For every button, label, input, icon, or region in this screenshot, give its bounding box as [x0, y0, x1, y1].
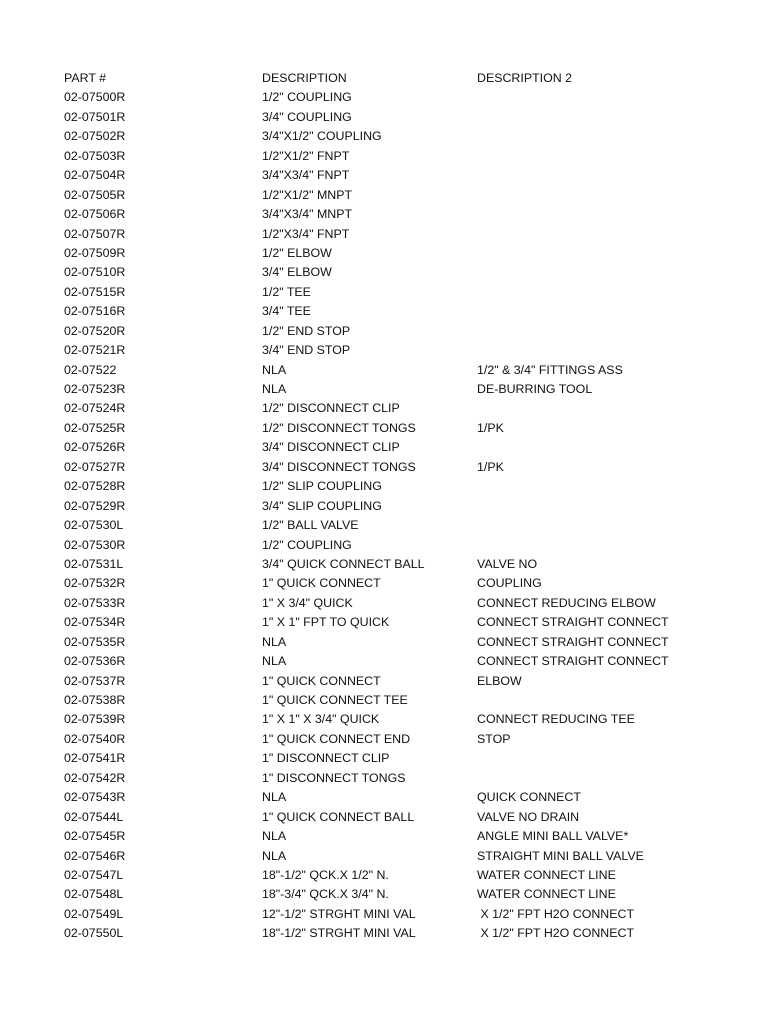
part-number-cell: 02-07515R [64, 284, 126, 299]
part-number-cell: 02-07530R [64, 537, 126, 552]
description-2-cell [477, 205, 704, 224]
part-number-cell: 02-07529R [64, 498, 126, 513]
description-cell: 1/2" COUPLING [262, 90, 352, 105]
description-2-cell [477, 244, 704, 263]
description-cell: NLA [262, 848, 287, 863]
part-number-cell: 02-07526R [64, 440, 126, 455]
part-number-cell: 02-07506R [64, 207, 126, 222]
table-row [64, 749, 704, 768]
description-cell: 1" QUICK CONNECT BALL [262, 809, 415, 824]
description-2-cell [477, 399, 704, 418]
description-cell: 3/4" ELBOW [262, 265, 332, 280]
description-cell: 1" QUICK CONNECT END [262, 731, 411, 746]
table-row [64, 438, 704, 457]
description-2-cell: ANGLE MINI BALL VALVE* [477, 829, 629, 844]
table-row [64, 127, 704, 146]
table-row [64, 633, 704, 652]
table-row [64, 594, 704, 613]
description-cell: 1/2" COUPLING [262, 537, 352, 552]
description-cell: 1" X 1" FPT TO QUICK [262, 615, 390, 630]
description-cell: 1" QUICK CONNECT [262, 576, 381, 591]
part-number-cell: 02-07530L [64, 518, 124, 533]
part-number-cell: 02-07516R [64, 304, 126, 319]
description-cell: 1/2" BALL VALVE [262, 518, 359, 533]
description-cell: NLA [262, 382, 287, 396]
description-cell: NLA [262, 790, 287, 805]
table-row [64, 477, 704, 496]
description-2-cell: CONNECT STRAIGHT CONNECT [477, 634, 669, 649]
description-2-cell [477, 438, 704, 457]
table-row [64, 652, 704, 671]
description-2-cell [477, 477, 704, 496]
description-2-cell [477, 127, 704, 146]
table-row [64, 827, 704, 846]
description-cell: 1/2"X1/2" MNPT [262, 187, 353, 202]
description-cell: 1" QUICK CONNECT [262, 673, 381, 688]
part-number-cell: 02-07544L [64, 809, 124, 824]
table-row [64, 866, 704, 885]
description-2-cell: VALVE NO [477, 556, 538, 571]
part-number-cell: 02-07524R [64, 401, 126, 416]
part-number-cell: 02-07539R [64, 712, 126, 727]
table-row [64, 710, 704, 729]
description-2-cell: CONNECT STRAIGHT CONNECT [477, 654, 669, 669]
part-number-cell: 02-07507R [64, 226, 126, 241]
part-number-cell: 02-07523R [64, 382, 126, 396]
table-row [64, 574, 704, 593]
table-row [64, 341, 704, 360]
part-number-cell: 02-07527R [64, 459, 126, 474]
part-number-cell: 02-07525R [64, 420, 126, 435]
table-row [64, 263, 704, 282]
part-number-cell: 02-07543R [64, 790, 126, 805]
part-number-cell: 02-07528R [64, 479, 126, 494]
description-cell: 1/2" DISCONNECT CLIP [262, 401, 400, 416]
table-row [64, 302, 704, 321]
description-cell: 3/4" TEE [262, 304, 311, 319]
description-2-cell [477, 263, 704, 282]
part-number-cell: 02-07540R [64, 731, 126, 746]
description-2-cell [477, 225, 704, 244]
description-cell: 1/2"X3/4" FNPT [262, 226, 350, 241]
part-number-cell: 02-07504R [64, 168, 126, 183]
description-2-cell: STOP [477, 731, 511, 746]
description-2-cell [477, 302, 704, 321]
part-number-cell: 02-07503R [64, 148, 126, 163]
table-body [64, 88, 704, 943]
header-row [64, 69, 704, 88]
table-row [64, 730, 704, 749]
table-row [64, 536, 704, 555]
table-row [64, 186, 704, 205]
description-cell: 1/2" SLIP COUPLING [262, 479, 382, 494]
table-row [64, 361, 704, 380]
part-number-cell: 02-07535R [64, 634, 126, 649]
table-row [64, 788, 704, 807]
part-number-cell: 02-07510R [64, 265, 126, 280]
description-cell: 1" X 3/4" QUICK [262, 595, 353, 610]
part-number-cell: 02-07541R [64, 751, 126, 766]
table-row [64, 516, 704, 535]
table-row [64, 497, 704, 516]
description-cell: 3/4" END STOP [262, 343, 351, 358]
description-2-cell [477, 516, 704, 535]
description-cell: 1" X 1" X 3/4" QUICK [262, 712, 380, 727]
description-cell: 1" QUICK CONNECT TEE [262, 693, 408, 707]
table-row [64, 399, 704, 418]
description-2-cell: DE-BURRING TOOL [477, 382, 593, 396]
description-2-cell: CONNECT REDUCING TEE [477, 712, 635, 727]
part-number-cell: 02-07509R [64, 245, 126, 260]
table-row [64, 205, 704, 224]
description-cell: 1/2" TEE [262, 284, 311, 299]
part-number-cell: 02-07532R [64, 576, 126, 591]
table-row [64, 166, 704, 185]
description-cell: 1/2"X1/2" FNPT [262, 148, 350, 163]
description-cell: 18"-1/2" QCK.X 1/2" N. [262, 867, 389, 882]
description-2-cell: VALVE NO DRAIN [477, 809, 580, 824]
description-2-cell: X 1/2" FPT H2O CONNECT [477, 906, 635, 921]
description-2-cell: QUICK CONNECT [477, 790, 581, 805]
part-number-cell: 02-07548L [64, 887, 124, 902]
description-2-cell [477, 749, 704, 768]
table-row [64, 769, 704, 788]
header-description: DESCRIPTION [262, 71, 347, 85]
description-2-cell: X 1/2" FPT H2O CONNECT [477, 926, 635, 941]
table-row [64, 613, 704, 632]
description-2-cell [477, 283, 704, 302]
table-row [64, 225, 704, 244]
description-2-cell: STRAIGHT MINI BALL VALVE [477, 848, 644, 863]
description-cell: 1" DISCONNECT TONGS [262, 770, 406, 785]
description-2-cell: CONNECT STRAIGHT CONNECT [477, 615, 669, 630]
description-2-cell: 1/2" & 3/4" FITTINGS ASS [477, 362, 623, 377]
description-2-cell: CONNECT REDUCING ELBOW [477, 595, 656, 610]
part-number-cell: 02-07533R [64, 595, 126, 610]
description-cell: 18"-3/4" QCK.X 3/4" N. [262, 887, 389, 902]
part-number-cell: 02-07502R [64, 129, 126, 144]
description-2-cell [477, 166, 704, 185]
description-2-cell [477, 147, 704, 166]
description-cell: 12"-1/2" STRGHT MINI VAL [262, 906, 416, 921]
part-number-cell: 02-07522 [64, 362, 117, 377]
table-row [64, 672, 704, 691]
description-cell: 1/2" ELBOW [262, 245, 332, 260]
part-number-cell: 02-07537R [64, 673, 126, 688]
table-row [64, 905, 704, 924]
description-cell: 18"-1/2" STRGHT MINI VAL [262, 926, 416, 941]
table-row [64, 458, 704, 477]
table-row [64, 108, 704, 127]
description-cell: 3/4" QUICK CONNECT BALL [262, 556, 425, 571]
part-number-cell: 02-07546R [64, 848, 126, 863]
description-2-cell: ELBOW [477, 673, 522, 688]
table-row [64, 88, 704, 107]
description-2-cell: 1/PK [477, 459, 504, 474]
table-row [64, 322, 704, 341]
header-part-number: PART # [64, 71, 107, 85]
part-number-cell: 02-07547L [64, 867, 124, 882]
table-row [64, 555, 704, 574]
description-2-cell [477, 108, 704, 127]
table-row [64, 924, 704, 943]
table-row [64, 380, 704, 399]
description-cell: NLA [262, 654, 287, 669]
description-cell: 1/2" END STOP [262, 323, 351, 338]
table-row [64, 847, 704, 866]
description-2-cell [477, 536, 704, 555]
description-cell: NLA [262, 362, 287, 377]
description-2-cell: COUPLING [477, 576, 542, 591]
description-2-cell [477, 691, 704, 710]
part-number-cell: 02-07550L [64, 926, 124, 941]
part-number-cell: 02-07505R [64, 187, 126, 202]
part-number-cell: 02-07545R [64, 829, 126, 844]
description-cell: 3/4"X3/4" FNPT [262, 168, 350, 183]
description-2-cell [477, 186, 704, 205]
table-row [64, 419, 704, 438]
part-number-cell: 02-07521R [64, 343, 126, 358]
description-2-cell: WATER CONNECT LINE [477, 867, 616, 882]
description-cell: 3/4" DISCONNECT CLIP [262, 440, 400, 455]
description-cell: 3/4"X1/2" COUPLING [262, 129, 382, 144]
description-cell: 1/2" DISCONNECT TONGS [262, 420, 416, 435]
table-row [64, 244, 704, 263]
table-row [64, 808, 704, 827]
table-row [64, 147, 704, 166]
header-description-2: DESCRIPTION 2 [477, 71, 573, 85]
table-row [64, 885, 704, 904]
description-2-cell: WATER CONNECT LINE [477, 887, 616, 902]
parts-table [64, 69, 704, 944]
description-2-cell [477, 769, 704, 788]
description-2-cell [477, 322, 704, 341]
table-row [64, 691, 704, 710]
table-row [64, 283, 704, 302]
part-number-cell: 02-07536R [64, 654, 126, 669]
part-number-cell: 02-07534R [64, 615, 126, 630]
part-number-cell: 02-07531L [64, 556, 124, 571]
part-number-cell: 02-07542R [64, 770, 126, 785]
description-2-cell [477, 88, 704, 107]
part-number-cell: 02-07538R [64, 693, 126, 707]
part-number-cell: 02-07520R [64, 323, 126, 338]
description-cell: NLA [262, 829, 287, 844]
description-2-cell [477, 497, 704, 516]
description-2-cell [477, 341, 704, 360]
description-2-cell: 1/PK [477, 420, 504, 435]
description-cell: 3/4" SLIP COUPLING [262, 498, 382, 513]
description-cell: 3/4"X3/4" MNPT [262, 207, 353, 222]
part-number-cell: 02-07549L [64, 906, 124, 921]
description-cell: NLA [262, 634, 287, 649]
part-number-cell: 02-07501R [64, 109, 126, 124]
description-cell: 1" DISCONNECT CLIP [262, 751, 390, 766]
description-cell: 3/4" DISCONNECT TONGS [262, 459, 416, 474]
description-cell: 3/4" COUPLING [262, 109, 352, 124]
part-number-cell: 02-07500R [64, 90, 126, 105]
